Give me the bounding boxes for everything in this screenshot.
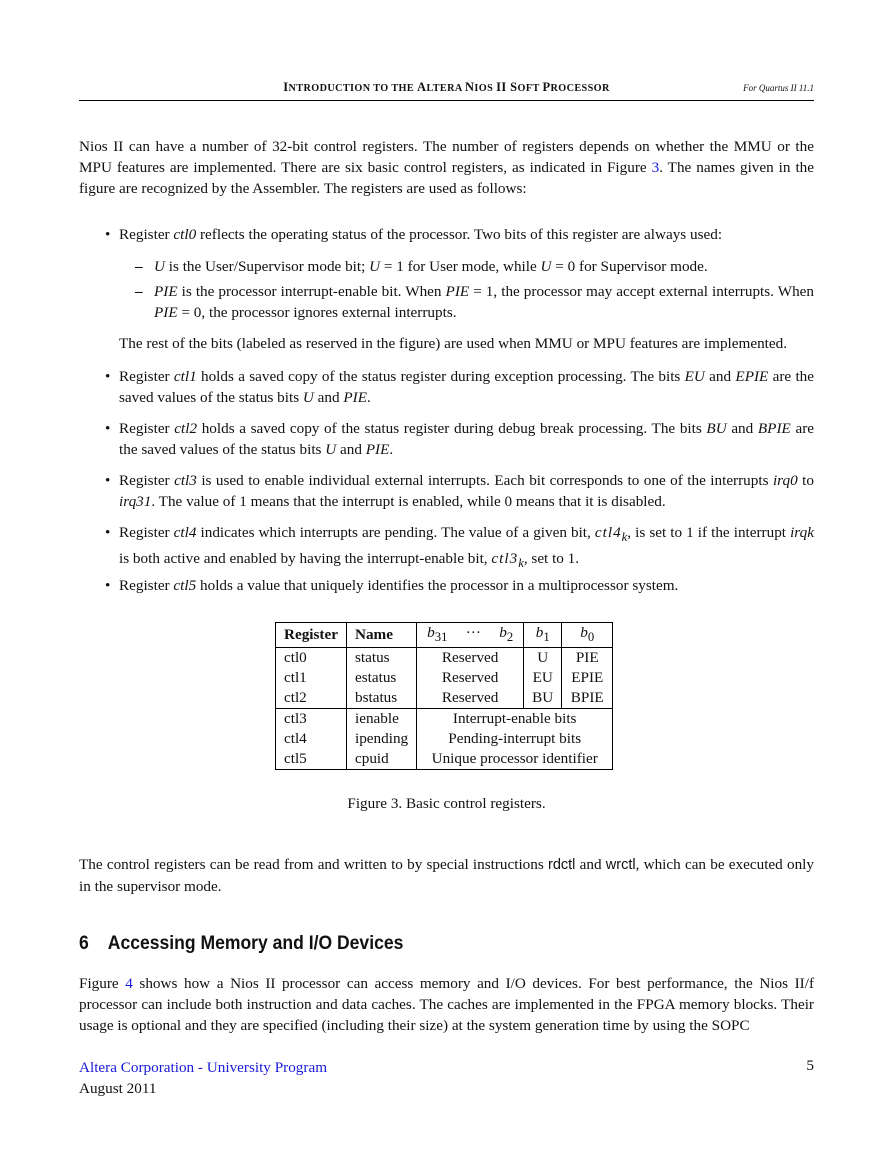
- header-b0: $b_0$: [562, 623, 613, 648]
- figure-caption: Figure 3. Basic control registers.: [347, 795, 546, 812]
- sub-bullet-u: – U is the User/Supervisor mode bit; U = 1 for User mode, while U = 0 for Supervisor mode.: [135, 258, 708, 275]
- control-registers-table: [275, 622, 613, 770]
- bullet-dot: •: [105, 226, 111, 243]
- intro-paragraph: Nios II can have a number of 32-bit control registers. The number of registers depends on whether the MMU or the MPU features are implemented. There are six basic control registers, as indicated in Figure 3. The names given in the figure are recognized by the Assembler. The registers are used as follows:: [79, 138, 814, 197]
- footer-organization-link[interactable]: Altera Corporation - University Program: [79, 1059, 328, 1076]
- figure-3-link[interactable]: 3: [651, 159, 660, 176]
- bullet-ctl4: • Register ctl4 indicates which interrupts are pending. The value of a given bit, $ctl4_k$, is set to 1 if the interrupt irqk is both active and enabled by having the interrupt-enable bit, $ctl3_k$, set to 1.: [105, 524, 814, 571]
- table-row: ctl0 status Reserved U PIE: [276, 648, 613, 669]
- header-register: Register: [276, 623, 347, 648]
- ctl0-rest-text: The rest of the bits (labeled as reserved in the figure) are used when MMU or MPU features are implemented.: [119, 335, 788, 352]
- table-row: ctl5 cpuid Unique processor identifier: [276, 749, 613, 770]
- section-heading: 6 Accessing Memory and I/O Devices: [79, 932, 404, 954]
- header-b1: $b_1$: [524, 623, 562, 648]
- control-registers-paragraph: The control registers can be read from and written to by special instructions rdctl and wrctl, which can be executed only in the supervisor mode.: [79, 856, 814, 895]
- bullet-ctl5: • Register ctl5 holds a value that uniquely identifies the processor in a multiprocessor system.: [105, 577, 679, 594]
- footer-date: August 2011: [79, 1080, 157, 1097]
- page-header: [79, 80, 814, 101]
- bullet-ctl3: • Register ctl3 is used to enable individual external interrupts. Each bit corresponds to one of the interrupts irq0 to irq31. The value of 1 means that the interrupt is enabled, while 0 means that it is disabled.: [105, 472, 814, 510]
- page-number: 5: [806, 1057, 814, 1074]
- header-b31-b2: $b_{31}$ ··· $b_2$: [417, 623, 524, 648]
- table-header-row: [276, 623, 613, 648]
- bullet-ctl0: • Register ctl0 reflects the operating status of the processor. Two bits of this register are always used:: [105, 226, 723, 243]
- table-row: ctl1 estatus Reserved EU EPIE: [276, 668, 613, 688]
- table-row: ctl3 ienable Interrupt-enable bits: [276, 709, 613, 730]
- sub-bullet-pie: – PIE is the processor interrupt-enable bit. When PIE = 1, the processor may accept external interrupts. When PIE = 0, the processor ignores external interrupts.: [135, 283, 814, 321]
- header-version: For Quartus II 11.1: [743, 83, 814, 93]
- table-row: ctl2 bstatus Reserved BU BPIE: [276, 688, 613, 709]
- memory-paragraph: Figure 4 shows how a Nios II processor can access memory and I/O devices. For best performance, the Nios II/f processor can include both instruction and data caches. The caches are implemented in the FPGA memory blocks. Their usage is optional and they are specified (including their size) at the system generation time by using the SOPC: [79, 975, 815, 1034]
- header-name: Name: [346, 623, 416, 648]
- header-title: INTRODUCTION TO THE ALTERA NIOS II SOFT PROCESSOR: [283, 80, 610, 94]
- bullet-ctl2: • Register ctl2 holds a saved copy of the status register during debug break processing. The bits BU and BPIE are the saved values of the status bits U and PIE.: [105, 420, 814, 458]
- bullet-ctl1: • Register ctl1 holds a saved copy of the status register during exception processing. The bits EU and EPIE are the saved values of the status bits U and PIE.: [105, 368, 814, 406]
- table-row: ctl4 ipending Pending-interrupt bits: [276, 729, 613, 749]
- footer-left: [79, 1057, 327, 1099]
- figure-4-link[interactable]: 4: [125, 975, 133, 992]
